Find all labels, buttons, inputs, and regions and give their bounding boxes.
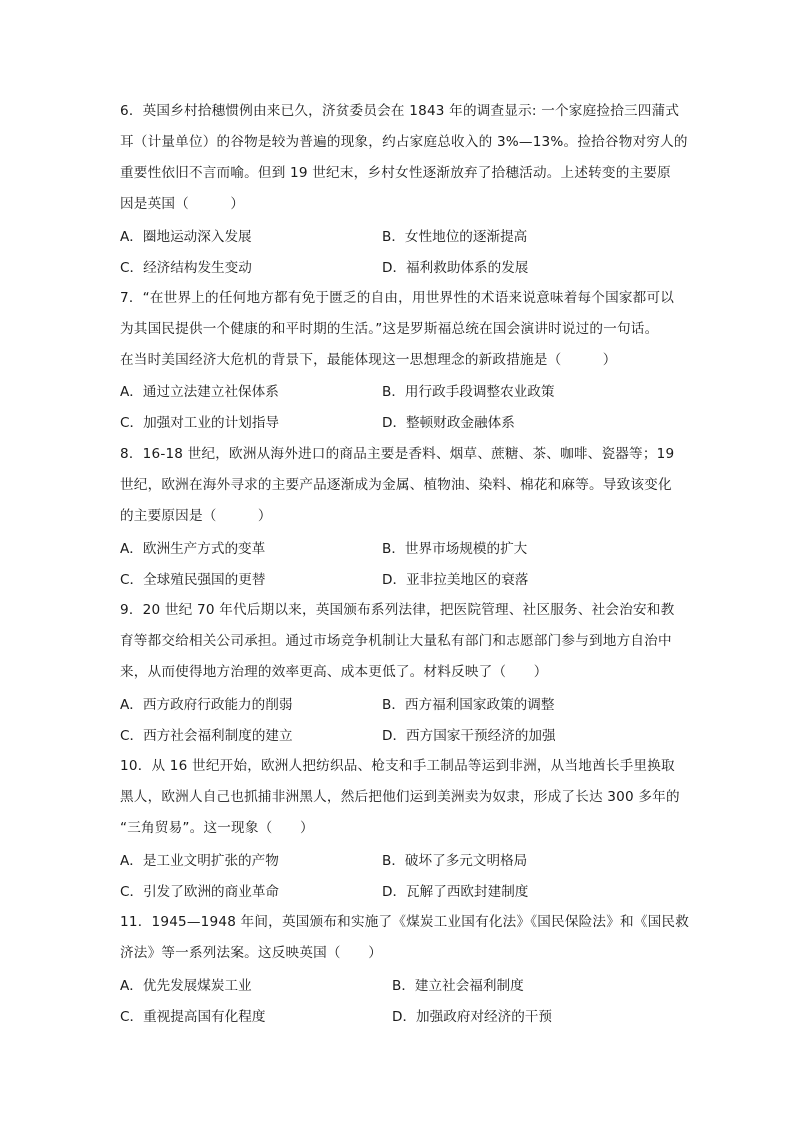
- option-a: A．优先发展煤炭工业: [120, 978, 252, 994]
- question-text-line: 7．“在世界上的任何地方都有免于匮乏的自由，用世界性的术语来说意味着每个国家都可以: [120, 290, 675, 306]
- option-b: B．破坏了多元文明格局: [382, 853, 528, 869]
- option-c: C．经济结构发生变动: [120, 260, 252, 276]
- option-b: B．世界市场规模的扩大: [382, 541, 528, 557]
- question-text-line: 8．16-18 世纪，欧洲从海外进口的商品主要是香料、烟草、蔗糖、茶、咖啡、瓷器等；19: [120, 446, 675, 462]
- option-d: D．加强政府对经济的干预: [392, 1009, 552, 1025]
- question-text-line: 为其国民提供一个健康的和平时期的生活。”这是罗斯福总统在国会演讲时说过的一句话。: [120, 321, 659, 337]
- option-c: C．引发了欧洲的商业革命: [120, 884, 280, 900]
- option-c: C．加强对工业的计划指导: [120, 415, 280, 431]
- question-text-line: 的主要原因是（ ）: [120, 508, 272, 524]
- question-text-line: 因是英国（ ）: [120, 196, 245, 212]
- option-d: D．亚非拉美地区的衰落: [382, 572, 529, 588]
- question-text-line: “三角贸易”。这一现象（ ）: [120, 820, 314, 836]
- option-c: C．西方社会福利制度的建立: [120, 728, 293, 744]
- option-d: D．福利救助体系的发展: [382, 260, 529, 276]
- question-text-line: 9．20 世纪 70 年代后期以来，英国颁布系列法律，把医院管理、社区服务、社会治安和教: [120, 602, 675, 618]
- option-c: C．全球殖民强国的更替: [120, 572, 266, 588]
- question-text-line: 济法》等一系列法案。这反映英国（ ）: [120, 945, 383, 961]
- option-a: A．西方政府行政能力的削弱: [120, 697, 293, 713]
- option-b: B．西方福利国家政策的调整: [382, 697, 555, 713]
- option-d: D．瓦解了西欧封建制度: [382, 884, 529, 900]
- option-d: D．西方国家干预经济的加强: [382, 728, 556, 744]
- question-text-line: 11．1945—1948 年间，英国颁布和实施了《煤炭工业国有化法》《国民保险法》和《国民救: [120, 914, 689, 930]
- question-text-line: 世纪，欧洲在海外寻求的主要产品逐渐成为金属、植物油、染料、棉花和麻等。导致该变化: [120, 477, 672, 493]
- question-text-line: 育等都交给相关公司承担。通过市场竞争机制让大量私有部门和志愿部门参与到地方自治中: [120, 633, 672, 649]
- question-text-line: 在当时美国经济大危机的背景下，最能体现这一思想理念的新政措施是（ ）: [120, 352, 617, 368]
- question-text-line: 黑人，欧洲人自己也抓捕非洲黑人，然后把他们运到美洲卖为奴隶，形成了长达 300 多年的: [120, 789, 680, 805]
- option-c: C．重视提高国有化程度: [120, 1009, 266, 1025]
- option-b: B．女性地位的逐渐提高: [382, 229, 528, 245]
- question-text-line: 10．从 16 世纪开始，欧洲人把纺织品、枪支和手工制品等运到非洲，从当地酋长手里换取: [120, 758, 675, 774]
- question-text-line: 6．英国乡村拾穗惯例由来已久，济贫委员会在 1843 年的调查显示: 一个家庭捡拾三四蒲式: [120, 103, 680, 119]
- question-text-line: 来，从而使得地方治理的效率更高、成本更低了。材料反映了（ ）: [120, 664, 548, 680]
- option-a: A．欧洲生产方式的变革: [120, 541, 266, 557]
- option-b: B．用行政手段调整农业政策: [382, 384, 555, 400]
- question-text-line: 耳（计量单位）的谷物是较为普遍的现象，约占家庭总收入的 3%—13%。捡拾谷物对穷人的: [120, 134, 688, 150]
- option-b: B．建立社会福利制度: [392, 978, 524, 994]
- option-a: A．通过立法建立社保体系: [120, 384, 279, 400]
- option-a: A．圈地运动深入发展: [120, 229, 252, 245]
- option-d: D．整顿财政金融体系: [382, 415, 515, 431]
- question-text-line: 重要性依旧不言而喻。但到 19 世纪末，乡村女性逐渐放弃了拾穗活动。上述转变的主要原: [120, 165, 671, 181]
- option-a: A．是工业文明扩张的产物: [120, 853, 279, 869]
